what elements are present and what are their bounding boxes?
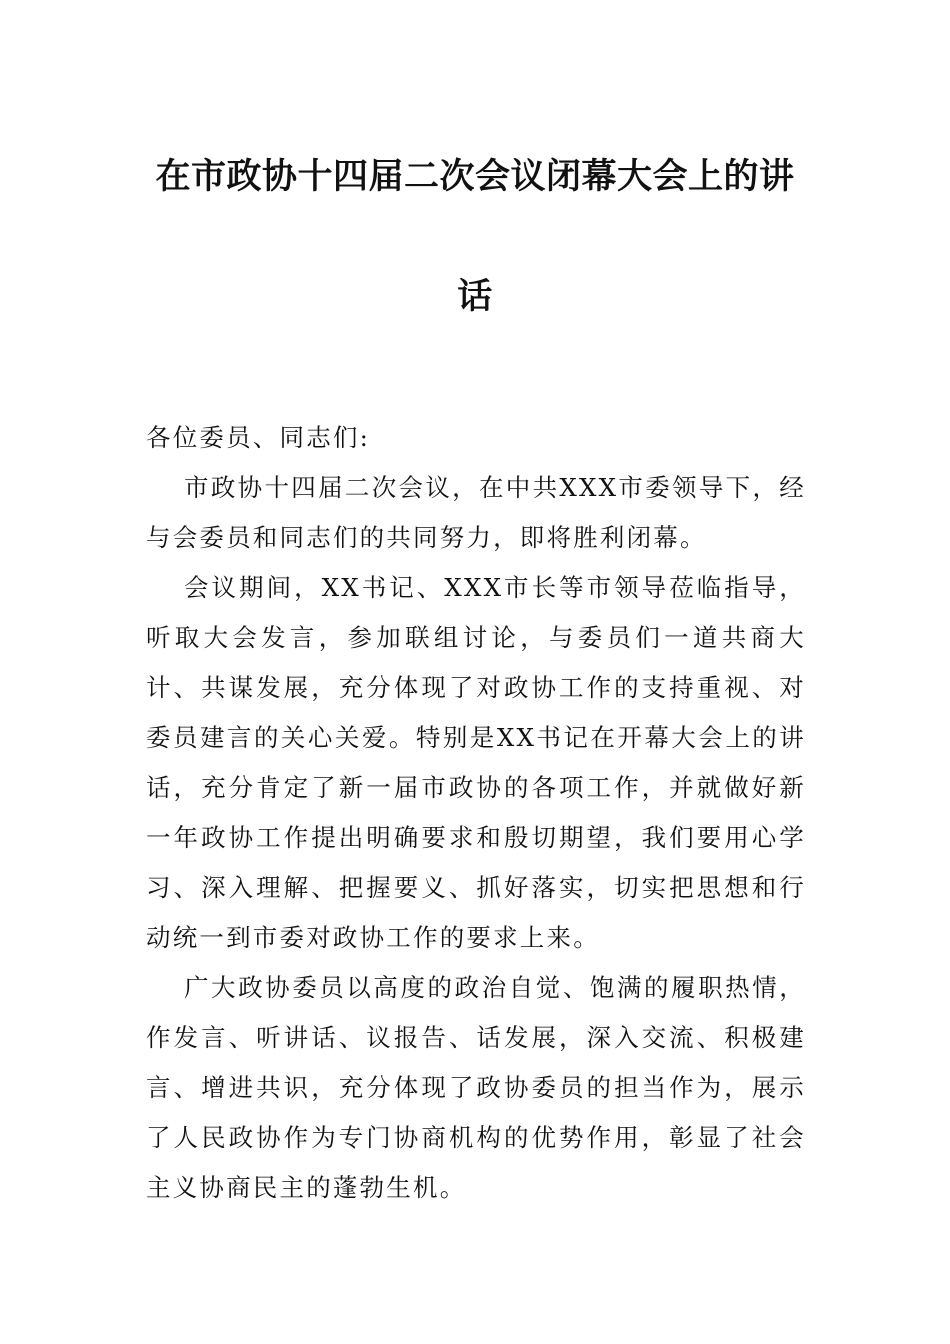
document-title-line-2: 话 [457, 276, 493, 317]
paragraph-1: 市政协十四届二次会议，在中共XXX市委领导下，经与会委员和同志们的共同努力，即将胜利闭幕。 [146, 473, 806, 552]
paragraph-2: 会议期间，XX书记、XXX市长等市领导莅临指导，听取大会发言，参加联组讨论，与委员们一道共商大计、共谋发展，充分体现了对政协工作的支持重视、对委员建言的关心关爱。特别是XX书记在开幕大会上的讲话，充分肯定了新一届市政协的各项工作，并就做好新一年政协工作提出明确要求和殷切期望，我们要用心学习、深入理解、把握要义、抓好落实，切实把思想和行动统一到市委对政协工作的要求上来。 [146, 573, 806, 952]
paragraph-3: 广大政协委员以高度的政治自觉、饱满的履职热情，作发言、听讲话、议报告、话发展，深入交流、积极建言、增进共识，充分体现了政协委员的担当作为，展示了人民政协作为专门协商机构的优势作用，彰显了社会主义协商民主的蓬勃生机。 [146, 973, 806, 1202]
salutation: 各位委员、同志们: [146, 423, 371, 452]
document-body [146, 413, 806, 1213]
document-title-line-1: 在市政协十四届二次会议闭幕大会上的讲 [155, 156, 795, 197]
